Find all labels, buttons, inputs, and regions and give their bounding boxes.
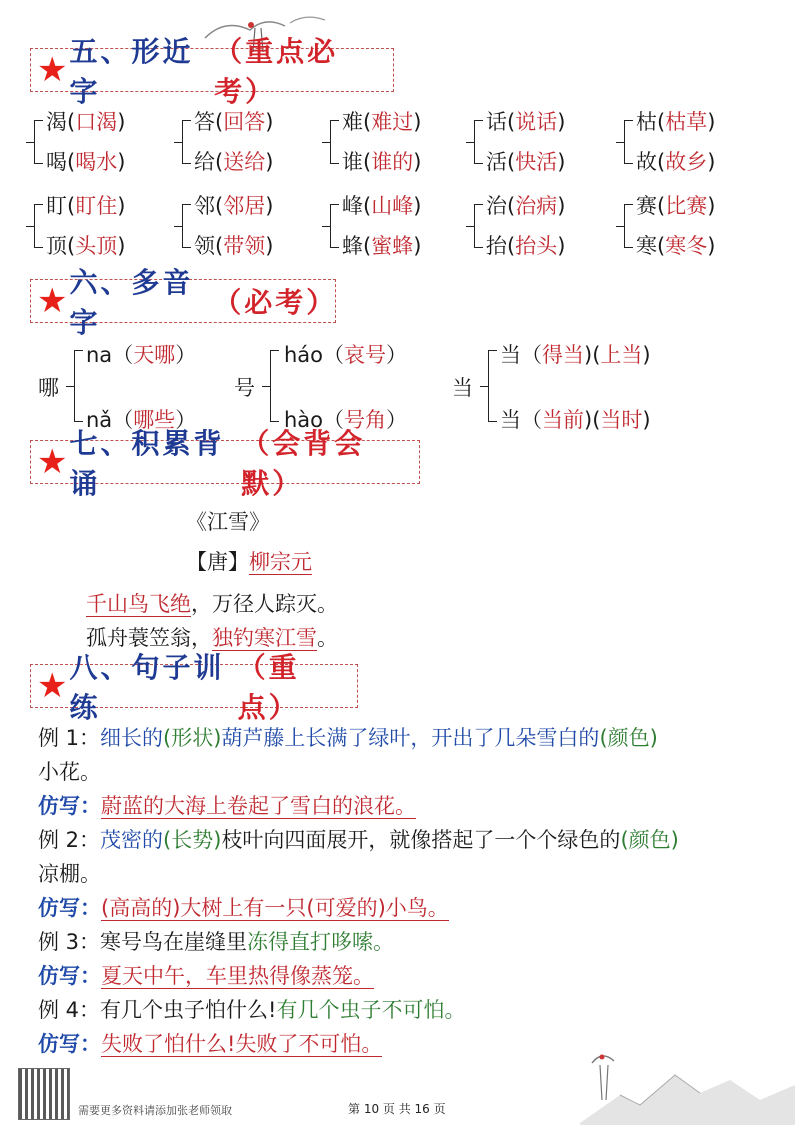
similar-char-entry: 难(难过)	[342, 110, 422, 134]
similar-char-word: 带领	[223, 234, 266, 258]
similar-char-word: 山峰	[371, 194, 414, 218]
similar-char: 给	[194, 150, 215, 174]
section-7-tag: （会背会默）	[241, 427, 366, 500]
similar-char-entry: 给(送给)	[194, 150, 274, 174]
similar-char-entry: 枯(枯草)	[636, 110, 716, 134]
similar-char-entry: 渴(口渴)	[46, 110, 126, 134]
example-highlight: 冻得直打哆嗦。	[247, 930, 395, 954]
similar-char-word: 说话	[515, 110, 558, 134]
poem-line-1-b: ，万径人踪灭。	[191, 592, 338, 616]
similar-char-word: 比赛	[665, 194, 708, 218]
polyphone-head: 哪	[38, 376, 59, 400]
word: 哪些	[133, 408, 176, 432]
similar-char-entry: 故(故乡)	[636, 150, 716, 174]
imitation-2	[38, 892, 449, 922]
example-text: 茂密的	[100, 828, 164, 852]
similar-char-entry: 顶(头顶)	[46, 234, 126, 258]
similar-char: 故	[636, 150, 657, 174]
footer-note: 需要更多资料请添加张老师领取	[78, 1104, 232, 1117]
star-icon: ★	[37, 442, 68, 482]
similar-char-entry: 治(治病)	[486, 194, 566, 218]
example-text: 枝叶向四面展开，就像搭起了一个个绿色的	[221, 828, 621, 852]
similar-char: 答	[194, 110, 215, 134]
similar-char: 活	[486, 150, 507, 174]
similar-char-entry: 话(说话)	[486, 110, 566, 134]
star-icon: ★	[37, 666, 68, 706]
imitation-label: 仿写：	[38, 794, 101, 818]
brace	[474, 204, 483, 248]
similar-char: 领	[194, 234, 215, 258]
example-4	[38, 994, 465, 1024]
polyphone-char: 当	[500, 343, 521, 367]
similar-char: 顶	[46, 234, 67, 258]
brace	[270, 350, 279, 422]
imitation-label: 仿写：	[38, 1032, 101, 1056]
similar-char-word: 盯住	[75, 194, 118, 218]
similar-char-word: 送给	[223, 150, 266, 174]
example-text: 葫芦藤上长满了绿叶，开出了几朵雪白的	[221, 726, 600, 750]
similar-char: 喝	[46, 150, 67, 174]
polyphone-char: 当	[500, 408, 521, 432]
section-8-title: 八、句子训练	[69, 651, 225, 724]
similar-char-entry: 喝(喝水)	[46, 150, 126, 174]
similar-char-entry: 活(快活)	[486, 150, 566, 174]
similar-char-word: 寒冬	[665, 234, 708, 258]
example-hint: (长势)	[163, 828, 222, 852]
imitation-label: 仿写：	[38, 964, 101, 988]
poem-line-2-a: 孤舟蓑笠翁，	[86, 626, 212, 650]
imitation-text: 失败了怕什么!失败了不可怕。	[101, 1032, 383, 1056]
similar-char-word: 难过	[371, 110, 414, 134]
star-icon: ★	[37, 281, 68, 321]
similar-char-word: 抬头	[515, 234, 558, 258]
poem-dynasty: 【唐】	[186, 550, 249, 574]
brace	[74, 350, 83, 422]
similar-char: 枯	[636, 110, 657, 134]
brace	[488, 350, 497, 422]
pinyin: hào	[284, 408, 324, 432]
similar-char-entry: 蜂(蜜蜂)	[342, 234, 422, 258]
section-7-title: 七、积累背诵	[69, 427, 225, 500]
example-1	[38, 722, 658, 752]
polyphone-entry: nǎ（哪些）	[86, 408, 197, 432]
section-6-header	[30, 266, 338, 339]
word: 当时	[600, 408, 643, 432]
similar-char-word: 蜜蜂	[371, 234, 414, 258]
brace	[624, 120, 633, 164]
similar-char: 峰	[342, 194, 363, 218]
brace	[330, 120, 339, 164]
example-hint: (颜色)	[599, 726, 658, 750]
similar-char: 渴	[46, 110, 67, 134]
example-3	[38, 926, 394, 956]
example-highlight: 有几个虫子不可怕。	[276, 998, 466, 1022]
similar-char: 蜂	[342, 234, 363, 258]
star-icon: ★	[37, 50, 68, 90]
similar-char-word: 治病	[515, 194, 558, 218]
page-number: 第 10 页 共 16 页	[348, 1102, 446, 1116]
similar-char-entry: 盯(盯住)	[46, 194, 126, 218]
polyphone-head: 号	[234, 376, 255, 400]
brace	[182, 204, 191, 248]
poem-line-1-a: 千山鸟飞绝	[86, 592, 191, 616]
similar-char-entry: 领(带领)	[194, 234, 274, 258]
similar-char-entry: 抬(抬头)	[486, 234, 566, 258]
poem-title: 《江雪》	[186, 510, 270, 534]
section-8-tag: （重点）	[237, 651, 300, 724]
polyphone-entry: 当（得当)(上当)	[500, 343, 651, 367]
similar-char-entry: 谁(谁的)	[342, 150, 422, 174]
imitation-text: 蔚蓝的大海上卷起了雪白的浪花。	[101, 794, 416, 818]
poem-byline	[186, 546, 312, 576]
poem-line-1	[86, 588, 338, 618]
brace	[474, 120, 483, 164]
similar-char-word: 邻居	[223, 194, 266, 218]
section-6-title: 六、多音字	[69, 266, 194, 339]
similar-char-word: 快活	[515, 150, 558, 174]
pinyin: na	[86, 343, 113, 367]
example-label: 例 4：	[38, 998, 101, 1022]
similar-char: 寒	[636, 234, 657, 258]
section-6-tag: （必考）	[213, 286, 338, 319]
example-hint: (形状)	[163, 726, 222, 750]
similar-char-entry: 寒(寒冬)	[636, 234, 716, 258]
similar-char: 抬	[486, 234, 507, 258]
similar-char: 邻	[194, 194, 215, 218]
word: 当前	[542, 408, 584, 432]
imitation-4	[38, 1028, 382, 1058]
word: 号角	[344, 408, 387, 432]
similar-char-entry: 赛(比赛)	[636, 194, 716, 218]
poem-line-2-c: 。	[317, 626, 338, 650]
poem-line-2-b: 独钓寒江雪	[212, 626, 317, 650]
poem-author: 柳宗元	[249, 550, 312, 574]
example-2	[38, 824, 679, 854]
similar-char-word: 头顶	[75, 234, 118, 258]
word: 得当	[542, 343, 584, 367]
example-1-cont: 小花。	[38, 760, 101, 784]
imitation-text: (高高的)大树上有一只(可爱的)小鸟。	[101, 896, 449, 920]
example-label: 例 2：	[38, 828, 101, 852]
example-label: 例 3：	[38, 930, 101, 954]
section-8-header	[30, 651, 358, 724]
similar-char: 难	[342, 110, 363, 134]
similar-char: 盯	[46, 194, 67, 218]
similar-char-word: 枯草	[665, 110, 708, 134]
brace	[34, 204, 43, 248]
similar-char-word: 回答	[223, 110, 266, 134]
example-hint: (颜色)	[620, 828, 679, 852]
similar-char: 赛	[636, 194, 657, 218]
section-5-header	[30, 35, 394, 108]
similar-char-word: 口渴	[75, 110, 118, 134]
brace	[182, 120, 191, 164]
similar-char: 话	[486, 110, 507, 134]
pinyin: háo	[284, 343, 324, 367]
brace	[330, 204, 339, 248]
example-text: 细长的	[100, 726, 164, 750]
polyphone-head: 当	[452, 376, 473, 400]
word: 上当	[600, 343, 643, 367]
similar-char-word: 故乡	[665, 150, 708, 174]
polyphone-entry: háo（哀号）	[284, 343, 408, 367]
polyphone-entry: hào（号角）	[284, 408, 408, 432]
section-5-tag: （重点必考）	[214, 35, 339, 108]
imitation-label: 仿写：	[38, 896, 101, 920]
polyphone-entry: na（天哪）	[86, 343, 197, 367]
polyphone-entry: 当（当前)(当时)	[500, 408, 651, 432]
brace	[34, 120, 43, 164]
similar-char-entry: 邻(邻居)	[194, 194, 274, 218]
section-5-title: 五、形近字	[69, 35, 194, 108]
example-label: 例 1：	[38, 726, 101, 750]
section-7-header	[30, 427, 420, 500]
imitation-1	[38, 790, 416, 820]
example-2-cont: 凉棚。	[38, 862, 101, 886]
similar-char: 谁	[342, 150, 363, 174]
similar-char-entry: 答(回答)	[194, 110, 274, 134]
similar-char: 治	[486, 194, 507, 218]
imitation-3	[38, 960, 374, 990]
imitation-text: 夏天中午，车里热得像蒸笼。	[101, 964, 374, 988]
brace	[624, 204, 633, 248]
pinyin: nǎ	[86, 408, 113, 432]
mountain-decoration-bottom	[580, 1045, 795, 1125]
example-text: 寒号鸟在崖缝里	[100, 930, 248, 954]
similar-char-entry: 峰(山峰)	[342, 194, 422, 218]
similar-char-word: 喝水	[75, 150, 118, 174]
qr-code	[18, 1068, 70, 1120]
similar-char-word: 谁的	[371, 150, 414, 174]
word: 天哪	[133, 343, 176, 367]
example-text: 有几个虫子怕什么!	[100, 998, 277, 1022]
word: 哀号	[344, 343, 387, 367]
